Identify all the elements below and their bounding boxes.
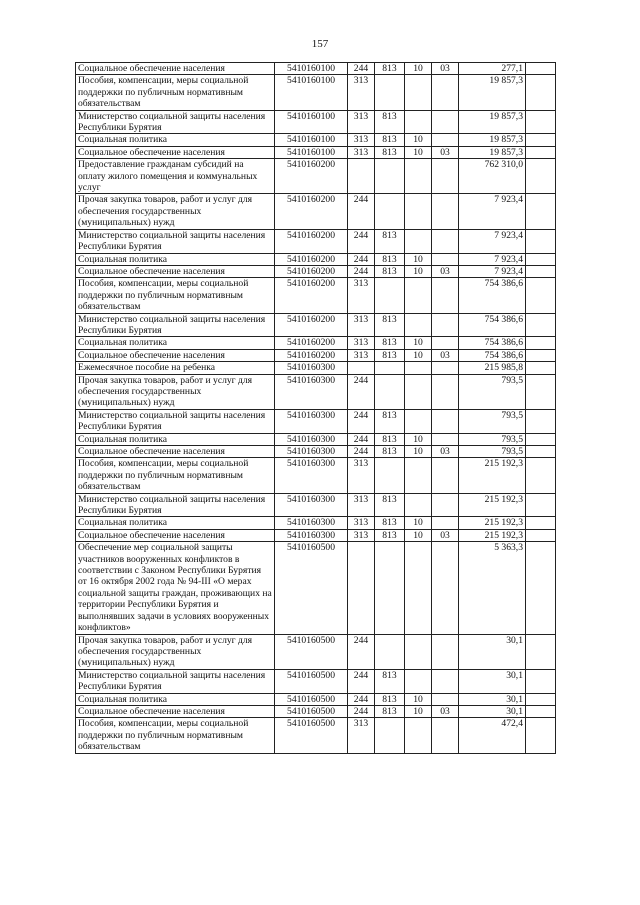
amount-cell: 793,5 bbox=[459, 409, 526, 433]
amount-cell: 762 310,0 bbox=[459, 159, 526, 194]
table-row bbox=[76, 374, 556, 409]
budget-manager-cell bbox=[375, 718, 405, 753]
row-name-cell: Министерство социальной защиты населения Республики Бурятия bbox=[76, 493, 275, 517]
budget-manager-cell: 813 bbox=[375, 517, 405, 529]
budget-manager-cell: 813 bbox=[375, 313, 405, 337]
subsection-cell bbox=[432, 362, 459, 374]
expense-type-cell: 244 bbox=[348, 433, 375, 445]
section-cell: 10 bbox=[405, 433, 432, 445]
extra-empty-cell bbox=[526, 278, 556, 313]
extra-empty-cell bbox=[526, 75, 556, 110]
amount-cell: 215 192,3 bbox=[459, 517, 526, 529]
amount-cell: 754 386,6 bbox=[459, 278, 526, 313]
expense-type-cell: 244 bbox=[348, 705, 375, 717]
expense-type-cell bbox=[348, 362, 375, 374]
section-cell: 10 bbox=[405, 693, 432, 705]
expense-type-cell: 244 bbox=[348, 409, 375, 433]
row-name-cell: Пособия, компенсации, меры социальной поддержки по публичным нормативным обязательствам bbox=[76, 278, 275, 313]
budget-manager-cell bbox=[375, 159, 405, 194]
extra-empty-cell bbox=[526, 337, 556, 349]
section-cell bbox=[405, 159, 432, 194]
target-article-cell: 5410160200 bbox=[275, 265, 348, 277]
section-cell: 10 bbox=[405, 337, 432, 349]
row-name-cell: Социальное обеспечение населения bbox=[76, 529, 275, 541]
budget-table bbox=[75, 62, 556, 754]
extra-empty-cell bbox=[526, 265, 556, 277]
target-article-cell: 5410160100 bbox=[275, 146, 348, 158]
row-name-cell: Ежемесячное пособие на ребенка bbox=[76, 362, 275, 374]
table-row bbox=[76, 542, 556, 634]
budget-manager-cell: 813 bbox=[375, 63, 405, 75]
amount-cell: 7 923,4 bbox=[459, 194, 526, 229]
row-name-cell: Социальное обеспечение населения bbox=[76, 349, 275, 361]
row-name-cell: Министерство социальной защиты населения Республики Бурятия bbox=[76, 313, 275, 337]
budget-manager-cell bbox=[375, 278, 405, 313]
amount-cell: 793,5 bbox=[459, 433, 526, 445]
subsection-cell bbox=[432, 229, 459, 253]
table-row bbox=[76, 409, 556, 433]
expense-type-cell bbox=[348, 542, 375, 634]
table-row bbox=[76, 63, 556, 75]
table-row bbox=[76, 159, 556, 194]
table-row bbox=[76, 313, 556, 337]
expense-type-cell: 244 bbox=[348, 693, 375, 705]
page-number: 157 bbox=[311, 38, 329, 50]
table-row bbox=[76, 669, 556, 693]
table-row bbox=[76, 634, 556, 669]
table-row bbox=[76, 110, 556, 134]
expense-type-cell: 244 bbox=[348, 194, 375, 229]
extra-empty-cell bbox=[526, 253, 556, 265]
budget-manager-cell: 813 bbox=[375, 493, 405, 517]
table-row bbox=[76, 693, 556, 705]
amount-cell: 277,1 bbox=[459, 63, 526, 75]
target-article-cell: 5410160100 bbox=[275, 63, 348, 75]
row-name-cell: Обеспечение мер социальной защиты участников вооруженных конфликтов в соответствии с Законом Республики Бурятия от 16 октября 2002 года № 94-III «О мерах социальной защиты граждан, проживающих на территории Республики Бурятия и выполнявших задачи в условиях вооруженных конфликтов» bbox=[76, 542, 275, 634]
table-row bbox=[76, 278, 556, 313]
budget-manager-cell: 813 bbox=[375, 337, 405, 349]
table-row bbox=[76, 75, 556, 110]
section-cell bbox=[405, 458, 432, 493]
extra-empty-cell bbox=[526, 409, 556, 433]
table-row bbox=[76, 134, 556, 146]
budget-manager-cell: 813 bbox=[375, 669, 405, 693]
subsection-cell bbox=[432, 409, 459, 433]
target-article-cell: 5410160300 bbox=[275, 458, 348, 493]
table-row bbox=[76, 705, 556, 717]
target-article-cell: 5410160300 bbox=[275, 529, 348, 541]
subsection-cell bbox=[432, 75, 459, 110]
target-article-cell: 5410160300 bbox=[275, 433, 348, 445]
extra-empty-cell bbox=[526, 313, 556, 337]
table-row bbox=[76, 517, 556, 529]
section-cell: 10 bbox=[405, 529, 432, 541]
row-name-cell: Социальное обеспечение населения bbox=[76, 705, 275, 717]
budget-manager-cell: 813 bbox=[375, 265, 405, 277]
subsection-cell: 03 bbox=[432, 705, 459, 717]
expense-type-cell: 313 bbox=[348, 493, 375, 517]
extra-empty-cell bbox=[526, 458, 556, 493]
subsection-cell: 03 bbox=[432, 446, 459, 458]
row-name-cell: Прочая закупка товаров, работ и услуг для обеспечения государственных (муниципальных) нужд bbox=[76, 634, 275, 669]
subsection-cell: 03 bbox=[432, 265, 459, 277]
section-cell bbox=[405, 718, 432, 753]
subsection-cell bbox=[432, 194, 459, 229]
amount-cell: 215 192,3 bbox=[459, 458, 526, 493]
amount-cell: 30,1 bbox=[459, 669, 526, 693]
section-cell: 10 bbox=[405, 146, 432, 158]
expense-type-cell: 313 bbox=[348, 458, 375, 493]
extra-empty-cell bbox=[526, 433, 556, 445]
expense-type-cell: 313 bbox=[348, 110, 375, 134]
budget-manager-cell: 813 bbox=[375, 110, 405, 134]
section-cell bbox=[405, 409, 432, 433]
target-article-cell: 5410160300 bbox=[275, 409, 348, 433]
row-name-cell: Предоставление гражданам субсидий на оплату жилого помещения и коммунальных услуг bbox=[76, 159, 275, 194]
section-cell bbox=[405, 313, 432, 337]
target-article-cell: 5410160300 bbox=[275, 493, 348, 517]
row-name-cell: Министерство социальной защиты населения Республики Бурятия bbox=[76, 669, 275, 693]
section-cell bbox=[405, 75, 432, 110]
subsection-cell bbox=[432, 458, 459, 493]
target-article-cell: 5410160200 bbox=[275, 313, 348, 337]
expense-type-cell: 313 bbox=[348, 517, 375, 529]
section-cell bbox=[405, 229, 432, 253]
row-name-cell: Социальная политика bbox=[76, 693, 275, 705]
section-cell bbox=[405, 194, 432, 229]
amount-cell: 215 985,8 bbox=[459, 362, 526, 374]
table-row bbox=[76, 493, 556, 517]
target-article-cell: 5410160300 bbox=[275, 374, 348, 409]
target-article-cell: 5410160100 bbox=[275, 110, 348, 134]
expense-type-cell: 313 bbox=[348, 349, 375, 361]
expense-type-cell: 244 bbox=[348, 265, 375, 277]
target-article-cell: 5410160200 bbox=[275, 349, 348, 361]
subsection-cell bbox=[432, 278, 459, 313]
section-cell: 10 bbox=[405, 446, 432, 458]
amount-cell: 7 923,4 bbox=[459, 253, 526, 265]
target-article-cell: 5410160500 bbox=[275, 634, 348, 669]
table-row bbox=[76, 446, 556, 458]
budget-manager-cell bbox=[375, 362, 405, 374]
subsection-cell bbox=[432, 253, 459, 265]
section-cell bbox=[405, 542, 432, 634]
expense-type-cell: 244 bbox=[348, 634, 375, 669]
section-cell bbox=[405, 669, 432, 693]
amount-cell: 793,5 bbox=[459, 446, 526, 458]
expense-type-cell: 313 bbox=[348, 146, 375, 158]
amount-cell: 19 857,3 bbox=[459, 110, 526, 134]
section-cell bbox=[405, 362, 432, 374]
expense-type-cell bbox=[348, 159, 375, 194]
budget-manager-cell: 813 bbox=[375, 446, 405, 458]
subsection-cell bbox=[432, 517, 459, 529]
target-article-cell: 5410160300 bbox=[275, 517, 348, 529]
table-row bbox=[76, 253, 556, 265]
row-name-cell: Социальная политика bbox=[76, 134, 275, 146]
expense-type-cell: 313 bbox=[348, 134, 375, 146]
section-cell: 10 bbox=[405, 134, 432, 146]
table-row bbox=[76, 349, 556, 361]
extra-empty-cell bbox=[526, 146, 556, 158]
expense-type-cell: 313 bbox=[348, 337, 375, 349]
section-cell bbox=[405, 110, 432, 134]
subsection-cell bbox=[432, 542, 459, 634]
table-row bbox=[76, 265, 556, 277]
row-name-cell: Социальная политика bbox=[76, 433, 275, 445]
subsection-cell bbox=[432, 374, 459, 409]
budget-manager-cell: 813 bbox=[375, 349, 405, 361]
extra-empty-cell bbox=[526, 159, 556, 194]
section-cell: 10 bbox=[405, 253, 432, 265]
expense-type-cell: 313 bbox=[348, 313, 375, 337]
row-name-cell: Социальное обеспечение населения bbox=[76, 446, 275, 458]
expense-type-cell: 244 bbox=[348, 669, 375, 693]
table-row bbox=[76, 194, 556, 229]
extra-empty-cell bbox=[526, 446, 556, 458]
budget-manager-cell: 813 bbox=[375, 409, 405, 433]
extra-empty-cell bbox=[526, 362, 556, 374]
extra-empty-cell bbox=[526, 669, 556, 693]
section-cell: 10 bbox=[405, 705, 432, 717]
table-body bbox=[76, 63, 556, 754]
row-name-cell: Социальное обеспечение населения bbox=[76, 265, 275, 277]
table-row bbox=[76, 718, 556, 753]
amount-cell: 7 923,4 bbox=[459, 229, 526, 253]
table-row bbox=[76, 337, 556, 349]
expense-type-cell: 244 bbox=[348, 374, 375, 409]
extra-empty-cell bbox=[526, 493, 556, 517]
budget-manager-cell bbox=[375, 458, 405, 493]
amount-cell: 472,4 bbox=[459, 718, 526, 753]
table-row bbox=[76, 529, 556, 541]
extra-empty-cell bbox=[526, 634, 556, 669]
target-article-cell: 5410160100 bbox=[275, 75, 348, 110]
amount-cell: 19 857,3 bbox=[459, 134, 526, 146]
amount-cell: 30,1 bbox=[459, 634, 526, 669]
target-article-cell: 5410160500 bbox=[275, 669, 348, 693]
target-article-cell: 5410160200 bbox=[275, 159, 348, 194]
target-article-cell: 5410160200 bbox=[275, 229, 348, 253]
extra-empty-cell bbox=[526, 110, 556, 134]
target-article-cell: 5410160200 bbox=[275, 253, 348, 265]
amount-cell: 754 386,6 bbox=[459, 337, 526, 349]
amount-cell: 215 192,3 bbox=[459, 493, 526, 517]
budget-manager-cell: 813 bbox=[375, 433, 405, 445]
amount-cell: 30,1 bbox=[459, 693, 526, 705]
section-cell: 10 bbox=[405, 63, 432, 75]
expense-type-cell: 313 bbox=[348, 278, 375, 313]
extra-empty-cell bbox=[526, 134, 556, 146]
amount-cell: 30,1 bbox=[459, 705, 526, 717]
row-name-cell: Министерство социальной защиты населения Республики Бурятия bbox=[76, 409, 275, 433]
budget-manager-cell bbox=[375, 634, 405, 669]
row-name-cell: Пособия, компенсации, меры социальной поддержки по публичным нормативным обязательствам bbox=[76, 718, 275, 753]
target-article-cell: 5410160500 bbox=[275, 705, 348, 717]
subsection-cell bbox=[432, 313, 459, 337]
amount-cell: 19 857,3 bbox=[459, 146, 526, 158]
subsection-cell bbox=[432, 634, 459, 669]
budget-manager-cell: 813 bbox=[375, 705, 405, 717]
row-name-cell: Социальное обеспечение населения bbox=[76, 63, 275, 75]
subsection-cell bbox=[432, 159, 459, 194]
budget-manager-cell bbox=[375, 75, 405, 110]
extra-empty-cell bbox=[526, 517, 556, 529]
table-row bbox=[76, 146, 556, 158]
budget-manager-cell bbox=[375, 542, 405, 634]
section-cell bbox=[405, 493, 432, 517]
amount-cell: 215 192,3 bbox=[459, 529, 526, 541]
extra-empty-cell bbox=[526, 693, 556, 705]
expense-type-cell: 244 bbox=[348, 229, 375, 253]
target-article-cell: 5410160100 bbox=[275, 134, 348, 146]
target-article-cell: 5410160200 bbox=[275, 278, 348, 313]
budget-manager-cell bbox=[375, 374, 405, 409]
extra-empty-cell bbox=[526, 529, 556, 541]
subsection-cell bbox=[432, 693, 459, 705]
amount-cell: 5 363,3 bbox=[459, 542, 526, 634]
expense-type-cell: 244 bbox=[348, 446, 375, 458]
extra-empty-cell bbox=[526, 705, 556, 717]
subsection-cell: 03 bbox=[432, 529, 459, 541]
extra-empty-cell bbox=[526, 229, 556, 253]
row-name-cell: Социальная политика bbox=[76, 253, 275, 265]
expense-type-cell: 313 bbox=[348, 529, 375, 541]
subsection-cell bbox=[432, 433, 459, 445]
target-article-cell: 5410160500 bbox=[275, 542, 348, 634]
target-article-cell: 5410160500 bbox=[275, 718, 348, 753]
target-article-cell: 5410160200 bbox=[275, 337, 348, 349]
subsection-cell bbox=[432, 110, 459, 134]
row-name-cell: Пособия, компенсации, меры социальной поддержки по публичным нормативным обязательствам bbox=[76, 458, 275, 493]
target-article-cell: 5410160200 bbox=[275, 194, 348, 229]
row-name-cell: Прочая закупка товаров, работ и услуг для обеспечения государственных (муниципальных) нужд bbox=[76, 374, 275, 409]
row-name-cell: Министерство социальной защиты населения Республики Бурятия bbox=[76, 110, 275, 134]
subsection-cell: 03 bbox=[432, 63, 459, 75]
subsection-cell bbox=[432, 493, 459, 517]
amount-cell: 793,5 bbox=[459, 374, 526, 409]
subsection-cell: 03 bbox=[432, 349, 459, 361]
section-cell: 10 bbox=[405, 265, 432, 277]
expense-type-cell: 313 bbox=[348, 718, 375, 753]
budget-manager-cell: 813 bbox=[375, 146, 405, 158]
row-name-cell: Прочая закупка товаров, работ и услуг для обеспечения государственных (муниципальных) нужд bbox=[76, 194, 275, 229]
subsection-cell bbox=[432, 337, 459, 349]
subsection-cell bbox=[432, 134, 459, 146]
row-name-cell: Социальная политика bbox=[76, 517, 275, 529]
extra-empty-cell bbox=[526, 194, 556, 229]
row-name-cell: Социальное обеспечение населения bbox=[76, 146, 275, 158]
amount-cell: 754 386,6 bbox=[459, 313, 526, 337]
expense-type-cell: 313 bbox=[348, 75, 375, 110]
extra-empty-cell bbox=[526, 374, 556, 409]
target-article-cell: 5410160300 bbox=[275, 362, 348, 374]
budget-manager-cell: 813 bbox=[375, 693, 405, 705]
budget-manager-cell: 813 bbox=[375, 229, 405, 253]
section-cell bbox=[405, 374, 432, 409]
target-article-cell: 5410160300 bbox=[275, 446, 348, 458]
subsection-cell: 03 bbox=[432, 146, 459, 158]
section-cell bbox=[405, 278, 432, 313]
subsection-cell bbox=[432, 718, 459, 753]
subsection-cell bbox=[432, 669, 459, 693]
table-row bbox=[76, 229, 556, 253]
table-row bbox=[76, 362, 556, 374]
section-cell bbox=[405, 634, 432, 669]
row-name-cell: Министерство социальной защиты населения Республики Бурятия bbox=[76, 229, 275, 253]
extra-empty-cell bbox=[526, 349, 556, 361]
section-cell: 10 bbox=[405, 517, 432, 529]
expense-type-cell: 244 bbox=[348, 63, 375, 75]
budget-manager-cell: 813 bbox=[375, 134, 405, 146]
amount-cell: 19 857,3 bbox=[459, 75, 526, 110]
row-name-cell: Социальная политика bbox=[76, 337, 275, 349]
extra-empty-cell bbox=[526, 718, 556, 753]
amount-cell: 7 923,4 bbox=[459, 265, 526, 277]
budget-manager-cell bbox=[375, 194, 405, 229]
budget-manager-cell: 813 bbox=[375, 253, 405, 265]
budget-manager-cell: 813 bbox=[375, 529, 405, 541]
extra-empty-cell bbox=[526, 63, 556, 75]
row-name-cell: Пособия, компенсации, меры социальной поддержки по публичным нормативным обязательствам bbox=[76, 75, 275, 110]
target-article-cell: 5410160500 bbox=[275, 693, 348, 705]
table-row bbox=[76, 458, 556, 493]
extra-empty-cell bbox=[526, 542, 556, 634]
section-cell: 10 bbox=[405, 349, 432, 361]
table-row bbox=[76, 433, 556, 445]
expense-type-cell: 244 bbox=[348, 253, 375, 265]
amount-cell: 754 386,6 bbox=[459, 349, 526, 361]
